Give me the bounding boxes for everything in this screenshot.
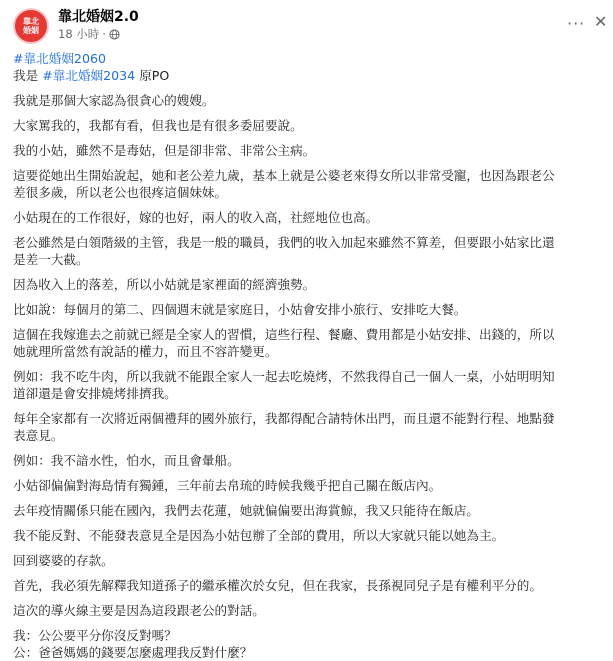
paragraph bbox=[13, 452, 605, 469]
paragraph bbox=[13, 326, 605, 360]
paragraph bbox=[13, 477, 605, 494]
paragraph bbox=[13, 502, 605, 519]
paragraph bbox=[13, 117, 605, 134]
paragraph bbox=[13, 577, 605, 594]
paragraph bbox=[13, 92, 605, 109]
paragraph-line: 比如說：每個月的第二、四個週末就是家庭日，小姑會安排小旅行、安排吃大餐。 bbox=[13, 302, 467, 317]
paragraph-list bbox=[13, 84, 605, 661]
intro-suffix: 原PO bbox=[135, 68, 170, 83]
paragraph-line: 例如：我不吃牛肉，所以我就不能跟全家人一起去吃燒烤，不然我得自己一個人一桌，小姑明明知 bbox=[13, 369, 555, 384]
paragraph bbox=[13, 552, 605, 569]
paragraph bbox=[13, 209, 605, 226]
paragraph-line: 她就理所當然有說話的權力，而且不容許變更。 bbox=[13, 344, 278, 359]
paragraph-line: 這要從她出生開始說起，她和老公差九歲，基本上就是公婆老來得女所以非常受寵，也因為跟老公 bbox=[13, 168, 555, 183]
paragraph-gap bbox=[13, 318, 605, 326]
paragraph-line: 這次的導火線主要是因為這段跟老公的對話。 bbox=[13, 603, 265, 618]
page-name-link[interactable]: 靠北婚姻2.0 bbox=[58, 9, 139, 25]
paragraph bbox=[13, 627, 605, 661]
paragraph bbox=[13, 301, 605, 318]
paragraph-gap bbox=[13, 619, 605, 627]
paragraph-line: 公：爸爸媽媽的錢要怎麼處理我反對什麼？ bbox=[13, 645, 253, 660]
hashtag-title[interactable]: #靠北婚姻2060 bbox=[13, 51, 106, 66]
paragraph-gap bbox=[13, 226, 605, 234]
paragraph-line: 因為收入上的落差，所以小姑就是家裡面的經濟強勢。 bbox=[13, 277, 316, 292]
paragraph-line: 大家罵我的，我都有看，但我也是有很多委屈要說。 bbox=[13, 118, 303, 133]
avatar-text-line-1: 靠北 bbox=[23, 17, 39, 26]
paragraph bbox=[13, 410, 605, 444]
avatar[interactable] bbox=[13, 8, 49, 44]
paragraph bbox=[13, 142, 605, 159]
paragraph-line: 是差一大截。 bbox=[13, 252, 89, 267]
paragraph-gap bbox=[13, 109, 605, 117]
paragraph-gap bbox=[13, 402, 605, 410]
timestamp-link[interactable]: 18 小時 bbox=[58, 27, 100, 41]
paragraph bbox=[13, 527, 605, 544]
paragraph-line: 我的小姑，雖然不是毒姑，但是卻非常、非常公主病。 bbox=[13, 143, 316, 158]
intro-hashtag-link[interactable]: #靠北婚姻2034 bbox=[42, 68, 136, 83]
paragraph-gap bbox=[13, 268, 605, 276]
paragraph-line: 我不能反對、不能發表意見全是因為小姑包辦了全部的費用，所以大家就只能以她為主。 bbox=[13, 528, 505, 543]
paragraph-gap bbox=[13, 594, 605, 602]
paragraph bbox=[13, 602, 605, 619]
close-button[interactable]: ✕ bbox=[594, 12, 608, 31]
hashtag-title-link[interactable] bbox=[13, 50, 605, 67]
paragraph bbox=[13, 368, 605, 402]
paragraph-line: 我就是那個大家認為很貪心的嫂嫂。 bbox=[13, 93, 215, 108]
paragraph-line: 去年疫情關係只能在國內，我們去花蓮，她就偏偏要出海賞鯨，我又只能待在飯店。 bbox=[13, 503, 479, 518]
intro-line bbox=[13, 67, 605, 84]
paragraph-gap bbox=[13, 159, 605, 167]
intro-prefix: 我是 bbox=[13, 68, 43, 83]
paragraph-line: 差很多歲，所以老公也很疼這個妹妹。 bbox=[13, 185, 228, 200]
paragraph-line: 每年全家都有一次將近兩個禮拜的國外旅行，我都得配合請特休出門，而且還不能對行程、地點發 bbox=[13, 411, 555, 426]
paragraph-gap bbox=[13, 494, 605, 502]
paragraph-gap bbox=[13, 469, 605, 477]
paragraph bbox=[13, 276, 605, 293]
paragraph-line: 回到婆婆的存款。 bbox=[13, 553, 114, 568]
paragraph-line: 表意見。 bbox=[13, 428, 64, 443]
paragraph-line: 道卻還是會安排燒烤排擠我。 bbox=[13, 386, 177, 401]
paragraph-gap bbox=[13, 544, 605, 552]
paragraph-line: 這個在我嫁進去之前就已經是全家人的習慣，這些行程、餐廳、費用都是小姑安排、出錢的，所以 bbox=[13, 327, 555, 342]
paragraph-gap bbox=[13, 569, 605, 577]
paragraph-gap bbox=[13, 444, 605, 452]
meta-separator: · bbox=[102, 27, 106, 41]
paragraph-line: 例如：我不諳水性，怕水，而且會暈船。 bbox=[13, 453, 240, 468]
paragraph-gap bbox=[13, 519, 605, 527]
paragraph-line: 首先，我必須先解釋我知道孫子的繼承權次於女兒，但在我家，長孫視同兒子是有權利平分的。 bbox=[13, 578, 542, 593]
globe-icon bbox=[109, 29, 120, 40]
paragraph-gap bbox=[13, 360, 605, 368]
paragraph-gap bbox=[13, 293, 605, 301]
paragraph-line: 我：公公要平分你沒反對嗎？ bbox=[13, 628, 177, 643]
paragraph-gap bbox=[13, 84, 605, 92]
post-meta bbox=[58, 26, 120, 42]
paragraph-line: 小姑卻偏偏對海島情有獨鍾，三年前去帛琉的時候我幾乎把自己關在飯店內。 bbox=[13, 478, 442, 493]
more-options-button[interactable]: ··· bbox=[567, 14, 586, 33]
paragraph bbox=[13, 234, 605, 268]
paragraph-gap bbox=[13, 134, 605, 142]
avatar-text-line-2: 婚姻 bbox=[23, 26, 39, 35]
paragraph bbox=[13, 167, 605, 201]
post-body bbox=[13, 50, 605, 661]
paragraph-line: 老公雖然是白領階級的主管，我是一般的職員，我們的收入加起來雖然不算差，但要跟小姑家比還 bbox=[13, 235, 555, 250]
post-header bbox=[0, 0, 613, 46]
paragraph-gap bbox=[13, 201, 605, 209]
paragraph-line: 小姑現在的工作很好，嫁的也好，兩人的收入高，社經地位也高。 bbox=[13, 210, 379, 225]
